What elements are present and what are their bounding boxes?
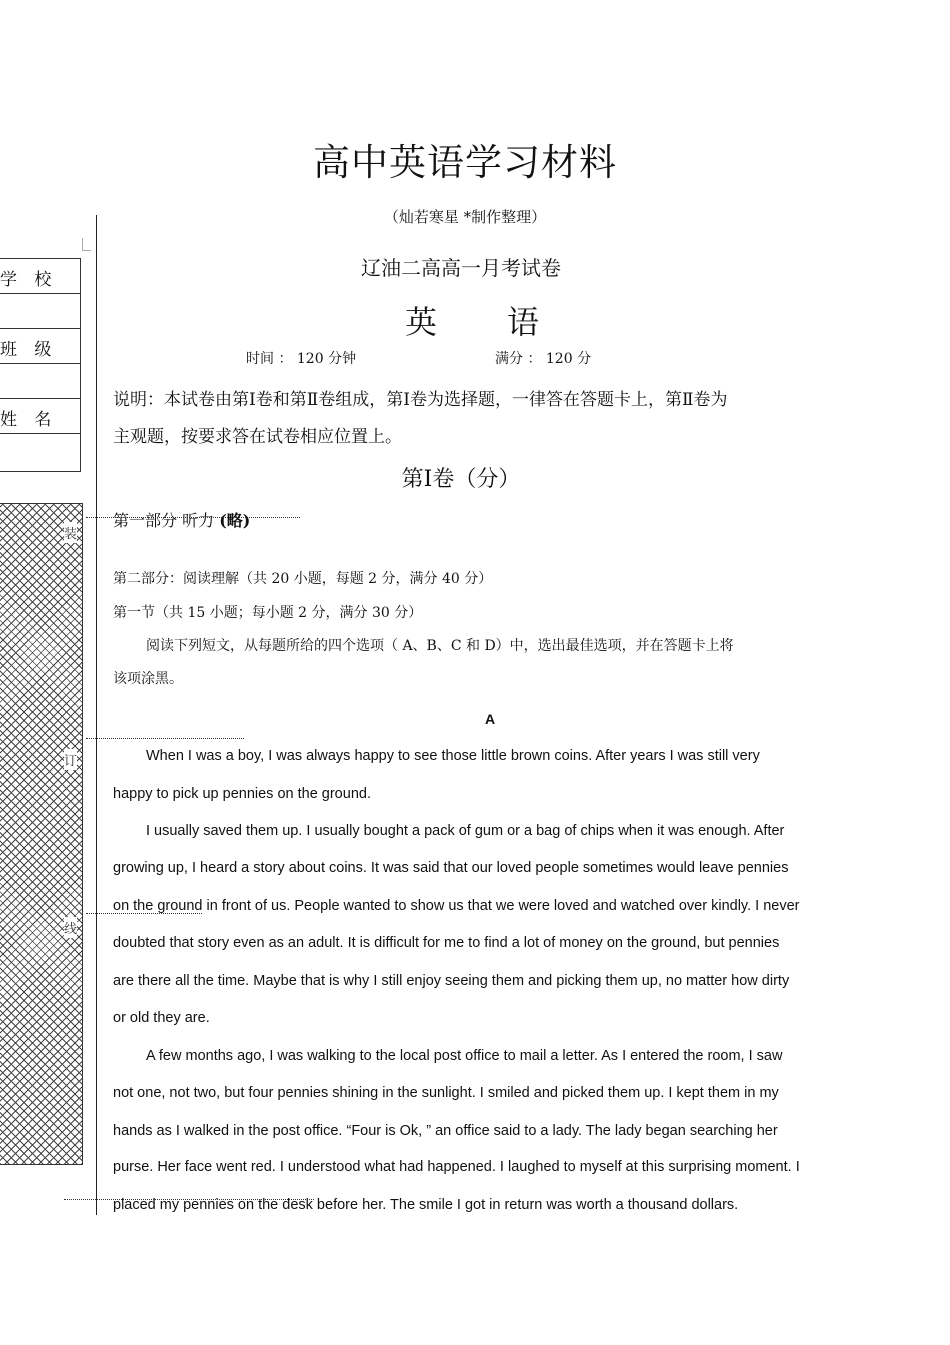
passage-line: growing up, I heard a story about coins. It was said that our loved people sometimes would leave pennies (113, 860, 789, 876)
part-1-heading (113, 508, 250, 531)
volume-1-heading: 第Ⅰ卷（分） (401, 467, 521, 492)
passage-line: placed my pennies on the desk before her. The smile I got in return was worth a thousand dollars. (113, 1197, 739, 1213)
passage-line: are there all the time. Maybe that is why I still enjoy seeing them and picking them up, no matter how dirty (113, 973, 790, 989)
passage-line: A few months ago, I was walking to the local post office to mail a letter. As I entered the room, I saw (146, 1048, 783, 1064)
binding-char-xian: 线 (64, 917, 77, 938)
school-row (0, 259, 80, 294)
part-2-heading: 第二部分：阅读理解（共 20 小题，每题 2 分，满分 40 分） (113, 571, 493, 587)
class-field[interactable] (0, 364, 80, 399)
passage-line: or old they are. (113, 1010, 210, 1026)
name-field[interactable] (0, 434, 80, 471)
subject-char-2: 语 (507, 303, 540, 341)
binding-vertical-line (96, 215, 97, 1215)
binding-char-ding: 订 (64, 749, 77, 770)
passage-line: doubted that story even as an adult. It is difficult for me to find a lot of money on the ground, but pennies (113, 935, 780, 951)
class-label: 班 级 (0, 340, 58, 360)
school-label: 学 校 (0, 270, 58, 290)
subject-heading (405, 297, 539, 343)
passage-line: I usually saved them up. I usually bought a pack of gum or a bag of chips when it was enough. After (146, 823, 785, 839)
exam-name: 辽油二高高一月考试卷 (361, 256, 561, 280)
passage-line: happy to pick up pennies on the ground. (113, 786, 371, 802)
passage-line: When I was a boy, I was always happy to see those little brown coins. After years I was still very (146, 748, 760, 764)
part-1-note: (略) (219, 511, 251, 530)
passage-line: on the ground in front of us. People wanted to show us that we were loved and watched over kindly. I never (113, 898, 800, 914)
subject-char-1: 英 (405, 303, 438, 341)
passage-label: A (485, 711, 496, 727)
passage-line: hands as I walked in the post office. “Four is Ok, ” an office said to a lady. The lady began searching her (113, 1123, 778, 1139)
sealed-hatched-area (0, 503, 83, 1165)
name-label: 姓 名 (0, 410, 58, 430)
instructions-line-2: 该项涂黑。 (113, 671, 183, 687)
section-1-heading: 第一节（共 15 小题；每小题 2 分，满分 30 分） (113, 605, 423, 621)
dotted-line (86, 738, 244, 739)
passage-line: not one, not two, but four pennies shining in the sunlight. I smiled and picked them up. I kept them in my (113, 1085, 779, 1101)
school-field[interactable] (0, 294, 80, 329)
dotted-line (86, 913, 202, 914)
part-1-text: 第一部分 听力 (113, 511, 215, 530)
instructions-line-1: 阅读下列短文，从每题所给的四个选项（ A、B、C 和 D）中，选出最佳选项，并在答题卡上将 (146, 638, 734, 654)
dotted-line (86, 517, 300, 518)
dotted-line (64, 1199, 314, 1200)
name-row (0, 399, 80, 434)
description-line-1: 说明：本试卷由第Ⅰ卷和第Ⅱ卷组成，第Ⅰ卷为选择题，一律答在答题卡上，第Ⅱ卷为 (113, 390, 728, 410)
score-info: 满分 ： 120 分 (495, 351, 592, 367)
description-line-2: 主观题，按要求答在试卷相应位置上。 (113, 427, 402, 447)
document-title: 高中英语学习材料 (313, 141, 617, 184)
class-row (0, 329, 80, 364)
binding-char-zhuang: 装 (64, 522, 77, 543)
time-info: 时间 ： 120 分钟 (246, 351, 357, 367)
document-subtitle: （灿若寒星 *制作整理） (383, 208, 547, 226)
corner-mark (82, 238, 91, 251)
passage-line: purse. Her face went red. I understood what had happened. I laughed to myself at this surprising moment. I (113, 1159, 800, 1175)
student-info-box (0, 258, 81, 472)
